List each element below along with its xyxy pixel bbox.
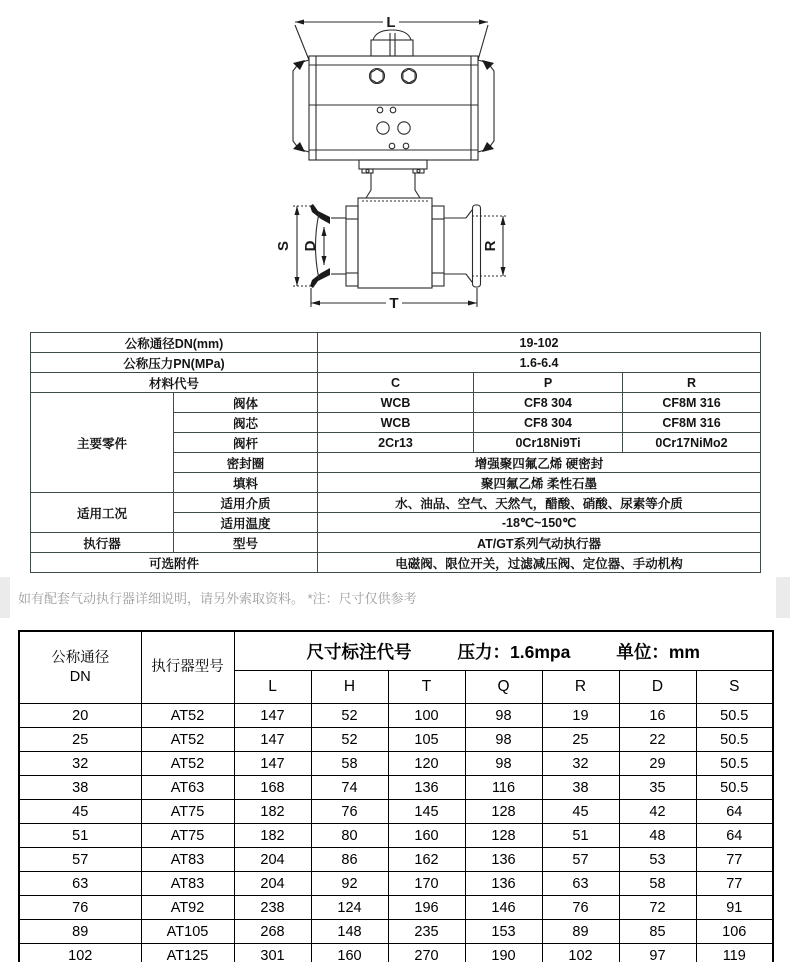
- dims-cell-value: 22: [619, 728, 696, 752]
- dims-title-cell: [234, 631, 773, 671]
- dims-cell-value: 77: [696, 848, 773, 872]
- dims-title-code: 尺寸标注代号: [306, 641, 412, 662]
- note-band: [0, 577, 790, 618]
- dims-col-header: S: [696, 671, 773, 704]
- dim-r: [472, 216, 508, 276]
- dims-cell-dn: 25: [19, 728, 141, 752]
- dims-cell-model: AT63: [141, 776, 234, 800]
- spec-value-cell: P: [474, 373, 623, 393]
- spec-row: [31, 333, 761, 353]
- dims-cell-value: 128: [465, 800, 542, 824]
- dims-cell-value: 92: [311, 872, 388, 896]
- dims-row: [19, 800, 773, 824]
- dims-cell-model: AT52: [141, 752, 234, 776]
- dims-cell-value: 100: [388, 704, 465, 728]
- dims-title-pressure: 压力：1.6mpa: [457, 641, 571, 662]
- spec-value-cell: WCB: [318, 413, 474, 433]
- dims-cell-value: 50.5: [696, 728, 773, 752]
- dims-cell-dn: 32: [19, 752, 141, 776]
- spec-value-cell: AT/GT系列气动执行器: [318, 533, 761, 553]
- spec-value-cell: 0Cr18Ni9Ti: [474, 433, 623, 453]
- dim-t: [311, 288, 477, 312]
- dims-cell-value: 19: [542, 704, 619, 728]
- dims-cell-value: 63: [542, 872, 619, 896]
- spec-label-cell: 型号: [174, 533, 318, 553]
- spec-value-cell: C: [318, 373, 474, 393]
- dims-cell-dn: 38: [19, 776, 141, 800]
- dims-cell-dn: 20: [19, 704, 141, 728]
- dims-header-dn: [19, 631, 141, 704]
- dims-row: [19, 896, 773, 920]
- dims-cell-value: 106: [696, 920, 773, 944]
- dims-cell-value: 170: [388, 872, 465, 896]
- dims-header-dn-line2: DN: [69, 668, 91, 685]
- dims-cell-value: 153: [465, 920, 542, 944]
- dims-row: [19, 872, 773, 896]
- dims-cell-value: 53: [619, 848, 696, 872]
- dimensions-table: [18, 630, 774, 962]
- dims-row: [19, 848, 773, 872]
- spec-value-cell: -18℃~150℃: [318, 513, 761, 533]
- dim-label-r: R: [482, 240, 499, 252]
- dim-label-d: D: [302, 240, 319, 252]
- dims-col-header: R: [542, 671, 619, 704]
- dims-cell-value: 98: [465, 704, 542, 728]
- dims-cell-value: 98: [465, 728, 542, 752]
- dims-cell-value: 72: [619, 896, 696, 920]
- dims-cell-model: AT75: [141, 800, 234, 824]
- dims-cell-value: 86: [311, 848, 388, 872]
- dims-cell-value: 51: [542, 824, 619, 848]
- spec-label-cell: 公称压力PN(MPa): [31, 353, 318, 373]
- spec-value-cell: CF8M 316: [623, 413, 761, 433]
- spec-label-cell: 执行器: [31, 533, 174, 553]
- spec-label-cell: 阀体: [174, 393, 318, 413]
- dims-row: [19, 824, 773, 848]
- dims-cell-value: 136: [465, 872, 542, 896]
- dims-header-dn-line1: 公称通径: [51, 650, 110, 667]
- dims-cell-value: 50.5: [696, 752, 773, 776]
- dims-cell-value: 190: [465, 944, 542, 962]
- dims-cell-value: 25: [542, 728, 619, 752]
- spec-row: [31, 353, 761, 373]
- spec-label-cell: 材料代号: [31, 373, 318, 393]
- spec-value-cell: 2Cr13: [318, 433, 474, 453]
- dims-cell-value: 64: [696, 800, 773, 824]
- valve-assembly-drawing: [0, 0, 790, 332]
- spec-table: [30, 332, 761, 573]
- spec-row: [31, 393, 761, 413]
- dims-cell-value: 98: [465, 752, 542, 776]
- dims-cell-value: 270: [388, 944, 465, 962]
- dims-cell-model: AT83: [141, 872, 234, 896]
- spec-value-cell: WCB: [318, 393, 474, 413]
- dims-cell-value: 76: [542, 896, 619, 920]
- dims-cell-value: 64: [696, 824, 773, 848]
- dims-cell-dn: 45: [19, 800, 141, 824]
- dims-cell-model: AT105: [141, 920, 234, 944]
- spec-label-cell: 适用介质: [174, 493, 318, 513]
- dims-cell-value: 52: [311, 728, 388, 752]
- dim-d: [302, 227, 327, 265]
- dims-cell-value: 128: [465, 824, 542, 848]
- spec-value-cell: CF8 304: [474, 393, 623, 413]
- dims-cell-value: 301: [234, 944, 311, 962]
- dims-cell-model: AT75: [141, 824, 234, 848]
- dims-cell-value: 58: [311, 752, 388, 776]
- dims-row: [19, 704, 773, 728]
- dims-cell-value: 124: [311, 896, 388, 920]
- dims-cell-value: 147: [234, 752, 311, 776]
- dims-cell-model: AT92: [141, 896, 234, 920]
- valve-body: [310, 198, 481, 288]
- dims-row: [19, 920, 773, 944]
- dim-label-l: L: [386, 14, 396, 31]
- dims-cell-value: 74: [311, 776, 388, 800]
- dims-cell-value: 50.5: [696, 704, 773, 728]
- dims-title-unit: 单位：mm: [616, 641, 700, 662]
- dims-cell-dn: 57: [19, 848, 141, 872]
- spec-value-cell: 0Cr17NiMo2: [623, 433, 761, 453]
- mounting-bracket: [359, 160, 427, 198]
- dims-cell-value: 42: [619, 800, 696, 824]
- dims-cell-value: 204: [234, 872, 311, 896]
- dims-cell-value: 97: [619, 944, 696, 962]
- spec-value-cell: CF8M 316: [623, 393, 761, 413]
- dim-label-s: S: [275, 240, 292, 252]
- dims-cell-value: 38: [542, 776, 619, 800]
- dims-cell-value: 45: [542, 800, 619, 824]
- dims-cell-value: 91: [696, 896, 773, 920]
- dims-cell-value: 89: [542, 920, 619, 944]
- dims-cell-model: AT52: [141, 704, 234, 728]
- dims-cell-value: 146: [465, 896, 542, 920]
- dims-cell-model: AT83: [141, 848, 234, 872]
- spec-value-cell: 增强聚四氟乙烯 硬密封: [318, 453, 761, 473]
- spec-value-cell: 电磁阀、限位开关，过滤减压阀、定位器、手动机构: [318, 553, 761, 573]
- dims-cell-value: 148: [311, 920, 388, 944]
- dims-cell-dn: 76: [19, 896, 141, 920]
- dims-cell-value: 160: [311, 944, 388, 962]
- dims-cell-value: 116: [465, 776, 542, 800]
- dims-header-actuator-model: 执行器型号: [141, 631, 234, 704]
- dims-cell-value: 268: [234, 920, 311, 944]
- dim-l: [295, 14, 488, 60]
- dims-col-header: Q: [465, 671, 542, 704]
- spec-row: [31, 553, 761, 573]
- spec-label-cell: 主要零件: [31, 393, 174, 493]
- spec-label-cell: 填料: [174, 473, 318, 493]
- dims-cell-value: 58: [619, 872, 696, 896]
- spec-label-cell: 阀芯: [174, 413, 318, 433]
- dims-col-header: H: [311, 671, 388, 704]
- spec-value-cell: CF8 304: [474, 413, 623, 433]
- dims-cell-value: 162: [388, 848, 465, 872]
- dims-cell-value: 29: [619, 752, 696, 776]
- dims-cell-model: AT125: [141, 944, 234, 962]
- spec-label-cell: 适用工况: [31, 493, 174, 533]
- spec-value-cell: 水、油品、空气、天然气，醋酸、硝酸、尿素等介质: [318, 493, 761, 513]
- dims-cell-value: 85: [619, 920, 696, 944]
- spec-value-cell: 1.6-6.4: [318, 353, 761, 373]
- dims-cell-value: 57: [542, 848, 619, 872]
- dims-cell-value: 80: [311, 824, 388, 848]
- dims-cell-value: 48: [619, 824, 696, 848]
- spec-label-cell: 公称通径DN(mm): [31, 333, 318, 353]
- dims-cell-value: 238: [234, 896, 311, 920]
- spec-value-cell: 聚四氟乙烯 柔性石墨: [318, 473, 761, 493]
- spec-value-cell: 19-102: [318, 333, 761, 353]
- spec-value-cell: R: [623, 373, 761, 393]
- actuator: [293, 30, 494, 160]
- dims-cell-value: 147: [234, 728, 311, 752]
- dims-cell-value: 105: [388, 728, 465, 752]
- dims-cell-value: 16: [619, 704, 696, 728]
- dims-cell-value: 35: [619, 776, 696, 800]
- dims-cell-dn: 89: [19, 920, 141, 944]
- dims-cell-value: 77: [696, 872, 773, 896]
- spec-row: [31, 533, 761, 553]
- dims-row: [19, 728, 773, 752]
- note-text: 如有配套气动执行器详细说明，请另外索取资料。 *注：尺寸仅供参考: [18, 591, 417, 606]
- dims-cell-value: 119: [696, 944, 773, 962]
- dims-cell-value: 147: [234, 704, 311, 728]
- dims-cell-value: 102: [542, 944, 619, 962]
- dims-cell-value: 136: [465, 848, 542, 872]
- spec-label-cell: 适用温度: [174, 513, 318, 533]
- spec-row: [31, 493, 761, 513]
- spec-label-cell: 密封圈: [174, 453, 318, 473]
- dims-cell-dn: 51: [19, 824, 141, 848]
- dims-cell-value: 32: [542, 752, 619, 776]
- dims-cell-value: 120: [388, 752, 465, 776]
- dims-cell-value: 235: [388, 920, 465, 944]
- dims-cell-value: 145: [388, 800, 465, 824]
- dims-row: [19, 944, 773, 962]
- dims-cell-value: 196: [388, 896, 465, 920]
- dims-col-header: T: [388, 671, 465, 704]
- dims-cell-dn: 102: [19, 944, 141, 962]
- dims-cell-value: 136: [388, 776, 465, 800]
- dims-cell-value: 50.5: [696, 776, 773, 800]
- dims-col-header: L: [234, 671, 311, 704]
- spec-row: [31, 373, 761, 393]
- dims-cell-value: 204: [234, 848, 311, 872]
- dim-label-t: T: [389, 295, 399, 312]
- dims-row: [19, 752, 773, 776]
- dims-cell-model: AT52: [141, 728, 234, 752]
- note-box: [10, 577, 776, 618]
- dims-cell-value: 168: [234, 776, 311, 800]
- dims-cell-value: 76: [311, 800, 388, 824]
- dims-col-header: D: [619, 671, 696, 704]
- dims-cell-dn: 63: [19, 872, 141, 896]
- dims-cell-value: 160: [388, 824, 465, 848]
- spec-label-cell: 阀杆: [174, 433, 318, 453]
- dims-cell-value: 182: [234, 824, 311, 848]
- spec-label-cell: 可选附件: [31, 553, 318, 573]
- dims-row: [19, 776, 773, 800]
- dims-cell-value: 52: [311, 704, 388, 728]
- dims-cell-value: 182: [234, 800, 311, 824]
